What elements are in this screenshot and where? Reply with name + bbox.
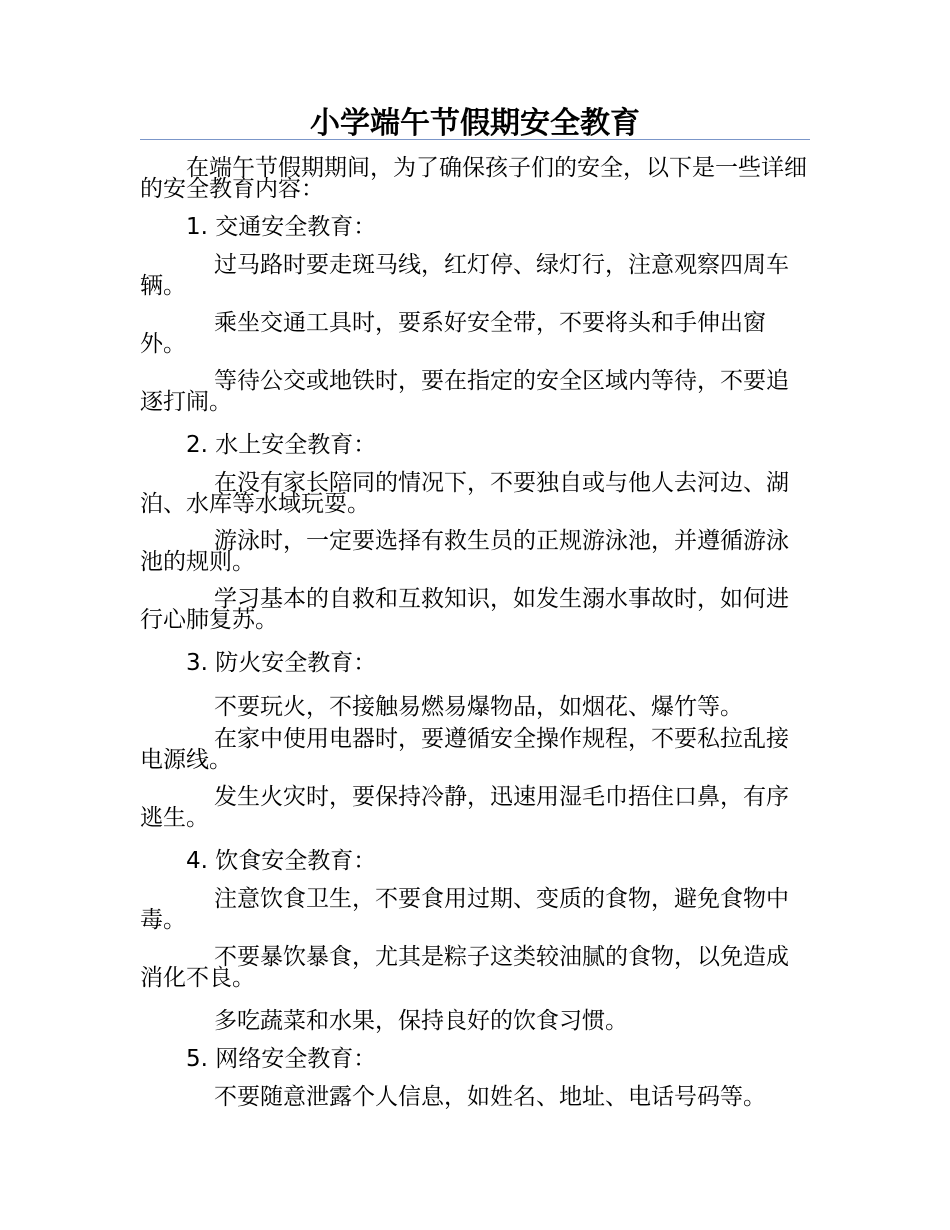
intro-paragraph: 在端午节假期期间，为了确保孩子们的安全，以下是一些详细的安全教育内容： <box>140 155 807 202</box>
section-heading-food: 4. 饮食安全教育： <box>186 848 377 874</box>
fire-item-1: 不要玩火，不接触易燃易爆物品，如烟花、爆竹等。 <box>214 694 743 720</box>
water-item-3: 学习基本的自救和互救知识，如发生溺水事故时，如何进行心肺复苏。 <box>140 586 789 633</box>
fire-item-3: 发生火灾时，要保持冷静，迅速用湿毛巾捂住口鼻，有序逃生。 <box>140 784 789 831</box>
section-heading-traffic: 1. 交通安全教育： <box>186 214 377 240</box>
title-underline <box>140 139 810 140</box>
document-title: 小学端午节假期安全教育 <box>310 106 640 141</box>
traffic-item-2: 乘坐交通工具时，要系好安全带，不要将头和手伸出窗外。 <box>140 310 766 357</box>
document-body <box>140 155 810 1124</box>
network-item-1: 不要随意泄露个人信息，如姓名、地址、电话号码等。 <box>214 1084 766 1110</box>
section-heading-water: 2. 水上安全教育： <box>186 432 377 458</box>
fire-item-2: 在家中使用电器时，要遵循安全操作规程，不要私拉乱接电源线。 <box>140 726 789 773</box>
water-item-2: 游泳时，一定要选择有救生员的正规游泳池，并遵循游泳池的规则。 <box>140 528 789 575</box>
section-heading-network: 5. 网络安全教育： <box>186 1046 377 1072</box>
traffic-item-1: 过马路时要走斑马线，红灯停、绿灯行，注意观察四周车辆。 <box>140 252 789 299</box>
traffic-item-3: 等待公交或地铁时，要在指定的安全区域内等待，不要追逐打闹。 <box>140 368 789 415</box>
water-item-1: 在没有家长陪同的情况下，不要独自或与他人去河边、湖泊、水库等水域玩耍。 <box>140 470 789 517</box>
food-item-3: 多吃蔬菜和水果，保持良好的饮食习惯。 <box>214 1008 628 1034</box>
section-heading-fire: 3. 防火安全教育： <box>186 650 377 676</box>
food-item-1: 注意饮食卫生，不要食用过期、变质的食物，避免食物中毒。 <box>140 886 789 933</box>
food-item-2: 不要暴饮暴食，尤其是粽子这类较油腻的食物，以免造成消化不良。 <box>140 944 789 991</box>
